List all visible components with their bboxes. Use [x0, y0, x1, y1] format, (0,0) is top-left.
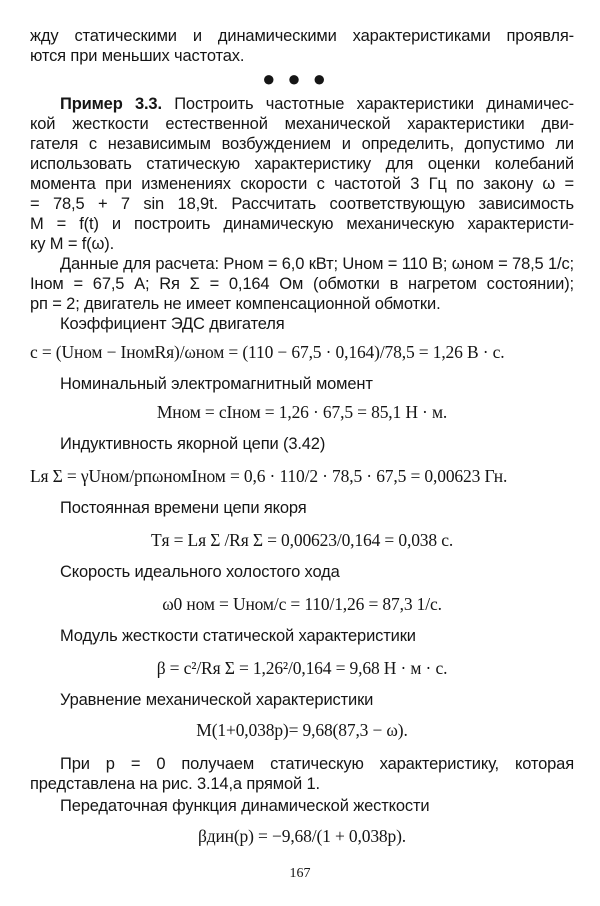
formula: c = (Uном − IномRя)/ωном = (110 − 67,5 · 0,164)/78,5 = 1,26 В · с. — [30, 342, 505, 362]
text-line: использовать статическую характеристику для оценки колебаний — [30, 155, 574, 173]
given-data-line: pп = 2; двигатель не имеет компенсационной обмотки. — [30, 295, 441, 313]
step-heading: Индуктивность якорной цепи (3.42) — [60, 435, 326, 453]
text-line: ются при меньших частотах. — [30, 47, 245, 65]
text-line: = 78,5 + 7 sin 18,9t. Рассчитать соответствующую зависимость — [30, 195, 574, 213]
formula: Mном = cIном = 1,26 · 67,5 = 85,1 Н · м. — [156, 402, 448, 422]
given-data-line: Данные для расчета: Pном = 6,0 кВт; Uном = 110 В; ωном = 78,5 1/с; — [60, 255, 574, 273]
formula: Lя Σ = γUном/pпωномIном = 0,6 · 110/2 · 78,5 · 67,5 = 0,00623 Гн. — [30, 466, 508, 486]
text-line: При p = 0 получаем статическую характеристику, которая — [60, 755, 574, 773]
example-text: Построить частотные характеристики динамичес- — [174, 95, 574, 113]
text-line: представлена на рис. 3.14,a прямой 1. — [30, 775, 320, 793]
given-data-line: Iном = 67,5 А; Rя Σ = 0,164 Ом (обмотки в нагретом состоянии); — [30, 275, 574, 293]
formula: βдин(p) = −9,68/(1 + 0,038p). — [197, 826, 407, 846]
text-line: жду статическими и динамическими характеристиками проявля- — [30, 27, 574, 45]
step-heading: Постоянная времени цепи якоря — [60, 499, 307, 517]
formula: ω0 ном = Uном/c = 110/1,26 = 87,3 1/с. — [162, 594, 442, 614]
text-line: кой жесткости естественной механической характеристики дви- — [30, 115, 574, 133]
formula: β = c²/Rя Σ = 1,26²/0,164 = 9,68 Н · м · с. — [156, 658, 448, 678]
example-first-line — [60, 94, 574, 114]
step-heading: Уравнение механической характеристики — [60, 691, 374, 709]
page-number: 167 — [289, 866, 311, 881]
step-heading: Модуль жесткости статической характеристики — [60, 627, 416, 645]
step-heading: Передаточная функция динамической жесткости — [60, 797, 430, 815]
step-heading: Коэффициент ЭДС двигателя — [60, 315, 285, 333]
text-line: момента при изменениях скорости с частотой 3 Гц по закону ω = — [30, 175, 574, 193]
text-line: ку M = f(ω). — [30, 235, 115, 253]
text-line: гателя с независимым возбуждением и определить, допустимо ли — [30, 135, 574, 153]
step-heading: Номинальный электромагнитный момент — [60, 375, 373, 393]
text-line: M = f(t) и построить динамическую механическую характеристи- — [30, 215, 574, 233]
step-heading: Скорость идеального холостого хода — [60, 563, 340, 581]
formula: Tя = Lя Σ /Rя Σ = 0,00623/0,164 = 0,038 с. — [150, 530, 454, 550]
formula: M(1+0,038p)= 9,68(87,3 − ω). — [196, 720, 408, 740]
example-label: Пример 3.3. — [60, 95, 162, 113]
section-separator: ●●● — [262, 66, 338, 91]
